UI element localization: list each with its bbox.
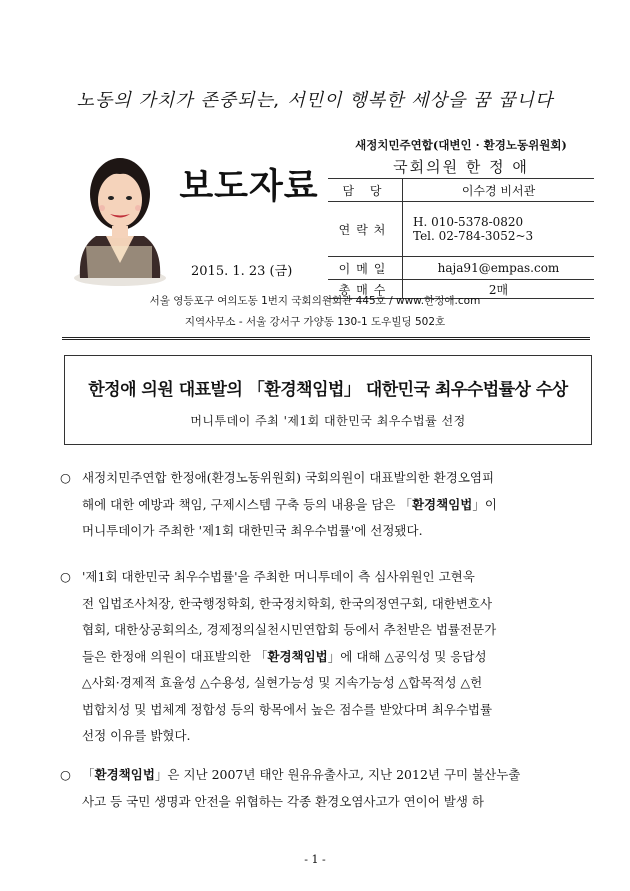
manager-value: 이수경 비서관 bbox=[403, 179, 595, 202]
para2-line2: 전 입법조사처장, 한국행정학회, 한국정치학회, 한국의정연구회, 대한변호사 bbox=[82, 595, 493, 611]
office-tel: Tel. 02-784-3052~3 bbox=[413, 229, 534, 243]
para1-line3: 머니투데이가 주최한 '제1회 대한민국 최우수법률'에 선정됐다. bbox=[82, 523, 423, 538]
para1-line2-end: 」이 bbox=[472, 496, 497, 512]
assembly-address: 서울 영등포구 여의도동 1번지 국회의원회관 445호 / www.한정애.com bbox=[149, 295, 481, 307]
paragraph-3 bbox=[62, 762, 574, 815]
page-number: - 1 - bbox=[304, 853, 326, 866]
bullet-circle: ○ bbox=[60, 470, 71, 485]
contact-value bbox=[403, 202, 595, 257]
paragraph-1 bbox=[62, 465, 574, 545]
divider bbox=[62, 337, 590, 340]
organization-block bbox=[328, 128, 594, 178]
law-name: 환경책임법 bbox=[411, 496, 473, 512]
law-name: 환경책임법 bbox=[94, 767, 155, 782]
press-release-header bbox=[66, 128, 594, 297]
mobile-phone: H. 010-5378-0820 bbox=[413, 215, 524, 229]
para1-line2-start: 해에 대한 예방과 책임, 구제시스템 구축 등의 내용을 담은 「 bbox=[82, 496, 412, 512]
subheadline: 머니투데이 주최 '제1회 대한민국 최우수법률 선정 bbox=[190, 414, 466, 428]
para2-line4 bbox=[82, 644, 574, 671]
para2-line4-end: 」에 대해 △공익성 및 응답성 bbox=[327, 648, 487, 664]
headline: 한정애 의원 대표발의 「환경책임법」 대한민국 최우수법률상 수상 bbox=[88, 380, 568, 400]
pages-value: 2매 bbox=[403, 280, 595, 299]
avatar bbox=[66, 128, 174, 288]
para1-line2 bbox=[82, 492, 574, 519]
paragraph-2 bbox=[62, 564, 574, 750]
contact-info-table bbox=[328, 178, 594, 299]
para3-line2: 사고 등 국민 생명과 안전을 위협하는 각종 환경오염사고가 연이어 발생 하 bbox=[82, 793, 484, 809]
document-title: 보도자료 bbox=[179, 167, 319, 207]
headline-box bbox=[64, 355, 592, 445]
manager-label: 담 당 bbox=[328, 179, 403, 202]
para3-line1-end: 」은 지난 2007년 태안 원유유출사고, 지난 2012년 구미 불산누출 bbox=[154, 767, 521, 782]
para2-line6: 법합치성 및 법체계 정합성 등의 항목에서 높은 점수를 받았다며 최우수법률 bbox=[82, 701, 493, 717]
para3-line1-start: 「 bbox=[82, 767, 95, 782]
para2-line7: 선정 이유를 밝혔다. bbox=[82, 728, 191, 743]
para1-line1: 새정치민주연합 한정애(환경노동위원회) 국회의원이 대표발의한 환경오염피 bbox=[82, 470, 495, 485]
district-office-address: 지역사무소 - 서울 강서구 가양동 130-1 도우빌딩 502호 bbox=[184, 316, 446, 328]
party-committee: 새정치민주연합(대변인 · 환경노동위원회) bbox=[355, 138, 567, 152]
pages-label: 총매수 bbox=[328, 280, 403, 299]
para2-line3: 협회, 대한상공회의소, 경제정의실천시민연합회 등에서 추천받은 법률전문가 bbox=[82, 622, 497, 637]
email-value[interactable]: haja91@empas.com bbox=[403, 257, 595, 280]
para2-line4-start: 들은 한정애 의원이 대표발의한 「 bbox=[82, 648, 268, 664]
bullet-circle: ○ bbox=[60, 569, 71, 584]
para3-line1 bbox=[82, 762, 574, 789]
lawmaker-name: 국회의원 한 정 애 bbox=[393, 158, 529, 176]
slogan: 노동의 가치가 존중되는, 서민이 행복한 세상을 꿈 꿉니다 bbox=[76, 90, 554, 111]
contact-label: 연락처 bbox=[328, 202, 403, 257]
law-name: 환경책임법 bbox=[267, 648, 328, 664]
para2-line1: '제1회 대한민국 최우수법률'을 주최한 머니투데이 측 심사위원인 고현욱 bbox=[82, 569, 475, 584]
email-label: 이메일 bbox=[328, 257, 403, 280]
bullet-circle: ○ bbox=[60, 767, 71, 782]
release-date: 2015. 1. 23 (금) bbox=[191, 264, 293, 279]
lawmaker-caricature-icon bbox=[66, 128, 174, 288]
para2-line5: △사회·경제적 효율성 △수용성, 실현가능성 및 지속가능성 △합목적성 △헌 bbox=[82, 675, 483, 690]
